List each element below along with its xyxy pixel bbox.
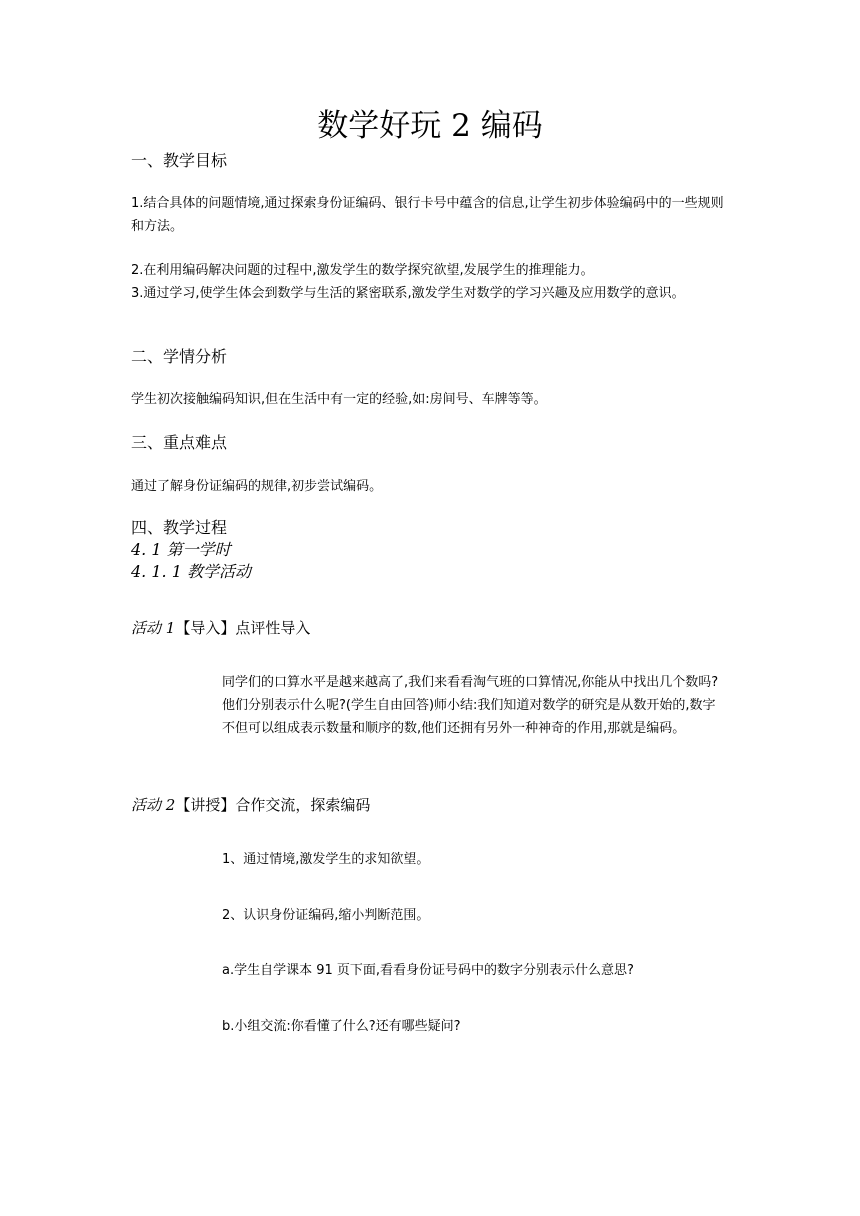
- activity-2-step-2: 2、认识身份证编码,缩小判断范围。: [222, 908, 430, 923]
- document-title: 数学好玩 2 编码: [317, 108, 543, 144]
- subsection-first-lesson: 4. 1 第一学时: [131, 540, 231, 559]
- activity-2-step-a: a.学生自学课本 91 页下面,看看身份证号码中的数字分别表示什么意思?: [222, 963, 634, 978]
- section-heading-analysis: 二、学情分析: [131, 347, 228, 366]
- key-points-text: 通过了解身份证编码的规律,初步尝试编码。: [131, 479, 383, 494]
- activity-2-step-b: b.小组交流:你看懂了什么?还有哪些疑问?: [222, 1019, 461, 1034]
- activity-1-heading: [131, 617, 310, 639]
- activity-2-heading: [131, 794, 370, 816]
- section-heading-process: 四、教学过程: [131, 518, 228, 537]
- section-heading-key-points: 三、重点难点: [131, 433, 228, 452]
- activity-2-label: 【讲授】合作交流，探索编码: [175, 796, 371, 814]
- activity-1-prefix: 活动 1: [131, 619, 176, 637]
- objective-item-2: 2.在利用编码解决问题的过程中,激发学生的数学探究欲望,发展学生的推理能力。: [131, 263, 594, 278]
- analysis-text: 学生初次接触编码知识,但在生活中有一定的经验,如:房间号、车牌等等。: [131, 392, 547, 407]
- activity-1-text: 同学们的口算水平是越来越高了,我们来看看淘气班的口算情况,你能从中找出几个数吗?他们分别表示什么呢?(学生自由回答)师小结:我们知道对数学的研究是从数开始的,数字不但可以组成表示数量和顺序的数,他们还拥有另外一种神奇的作用,那就是编码。: [222, 675, 719, 736]
- activity-1-label: 【导入】点评性导入: [175, 619, 311, 637]
- objective-item-1: 1.结合具体的问题情境,通过探索身份证编码、银行卡号中蕴含的信息,让学生初步体验编码中的一些规则和方法。: [131, 196, 724, 234]
- objective-item-3: 3.通过学习,使学生体会到数学与生活的紧密联系,激发学生对数学的学习兴趣及应用数学的意识。: [131, 286, 685, 301]
- activity-2-step-1: 1、通过情境,激发学生的求知欲望。: [222, 852, 430, 867]
- section-heading-objectives: 一、教学目标: [131, 151, 228, 170]
- activity-2-prefix: 活动 2: [131, 796, 176, 814]
- subsection-teaching-activities: 4. 1. 1 教学活动: [131, 562, 251, 581]
